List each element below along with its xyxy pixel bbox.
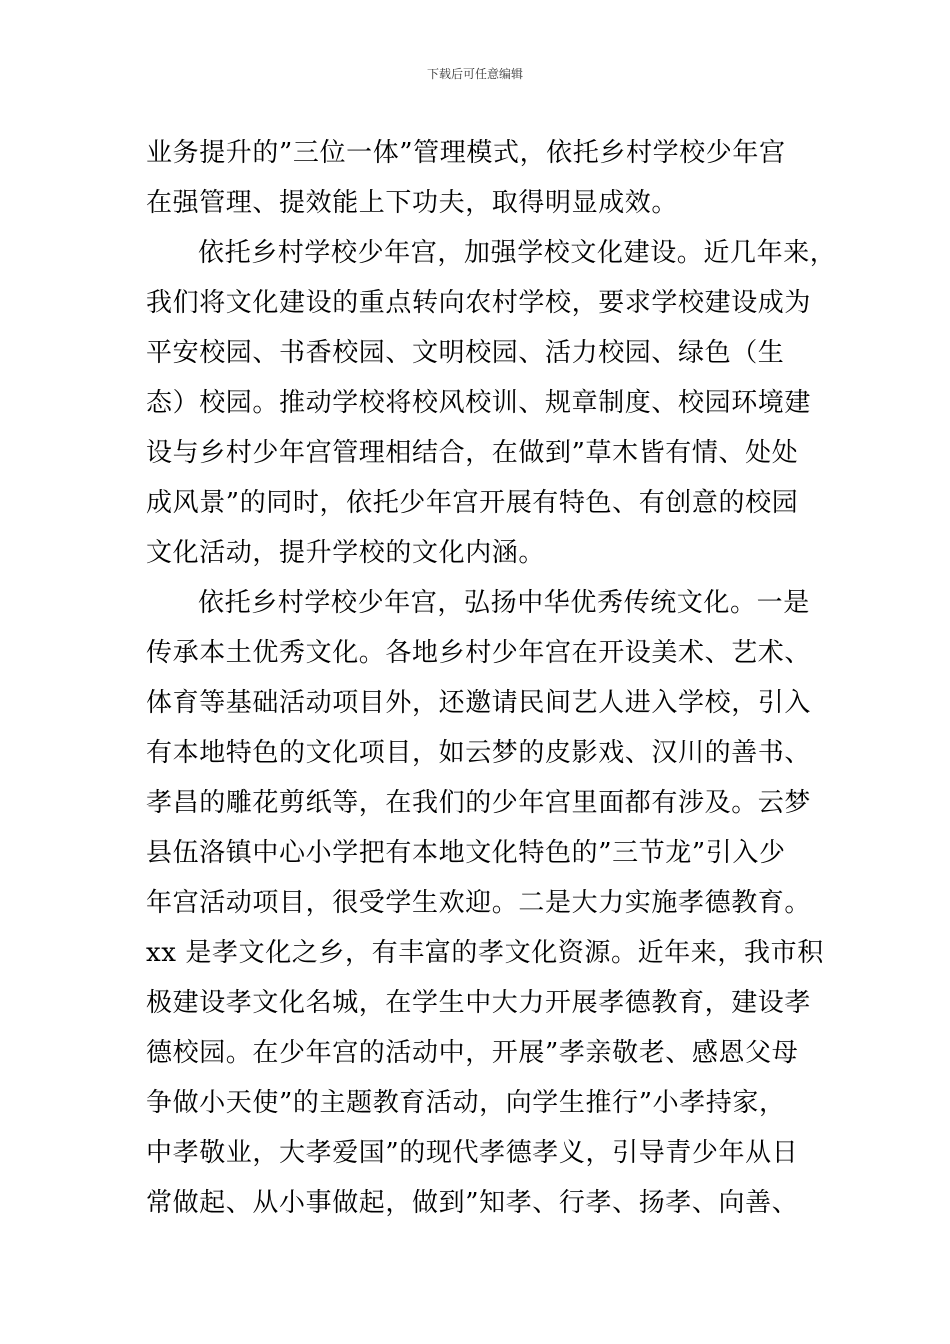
text-line: 县伍洛镇中心小学把有本地文化特色的”三节龙”引入少 (146, 838, 786, 868)
text-line: 极建设孝文化名城，在学生中大力开展孝德教育，建设孝 (146, 988, 812, 1018)
text-line: 依托乡村学校少年宫，弘扬中华优秀传统文化。一是 (198, 588, 810, 618)
text-line: 态）校园。推动学校将校风校训、规章制度、校园环境建 (146, 388, 812, 418)
text-line: 设与乡村少年宫管理相结合，在做到”草木皆有情、处处 (146, 438, 799, 468)
text-line: 争做小天使”的主题教育活动，向学生推行”小孝持家， (146, 1088, 786, 1118)
page-header: 下载后可任意编辑 (426, 67, 523, 81)
text-line: 成风景”的同时，依托少年宫开展有特色、有创意的校园 (146, 488, 799, 518)
text-line: 依托乡村学校少年宫，加强学校文化建设。近几年来， (198, 238, 837, 268)
text-line: 有本地特色的文化项目，如云梦的皮影戏、汉川的善书、 (146, 738, 812, 768)
text-line: 孝昌的雕花剪纸等，在我们的少年宫里面都有涉及。云梦 (146, 788, 812, 818)
text-line: 传承本土优秀文化。各地乡村少年宫在开设美术、艺术、 (146, 638, 812, 668)
text-line: 体育等基础活动项目外，还邀请民间艺人进入学校，引入 (146, 688, 812, 718)
text-line: 年宫活动项目，很受学生欢迎。二是大力实施孝德教育。 (146, 888, 812, 918)
text-line: 常做起、从小事做起，做到”知孝、行孝、扬孝、向善、 (146, 1188, 799, 1218)
text-line: 平安校园、书香校园、文明校园、活力校园、绿色（生 (146, 338, 785, 368)
text-line: 业务提升的”三位一体”管理模式，依托乡村学校少年宫 (146, 138, 786, 168)
text-line: 文化活动，提升学校的文化内涵。 (146, 538, 546, 568)
text-line: 中孝敬业，大孝爱国”的现代孝德孝义，引导青少年从日 (146, 1138, 799, 1168)
text-line: 我们将文化建设的重点转向农村学校，要求学校建设成为 (146, 288, 812, 318)
text-line: 在强管理、提效能上下功夫，取得明显成效。 (146, 188, 679, 218)
document-body (146, 128, 836, 1228)
text-line: 德校园。在少年宫的活动中，开展”孝亲敬老、感恩父母 (146, 1038, 799, 1068)
text-line: xx 是孝文化之乡，有丰富的孝文化资源。近年来，我市积 (146, 938, 824, 968)
